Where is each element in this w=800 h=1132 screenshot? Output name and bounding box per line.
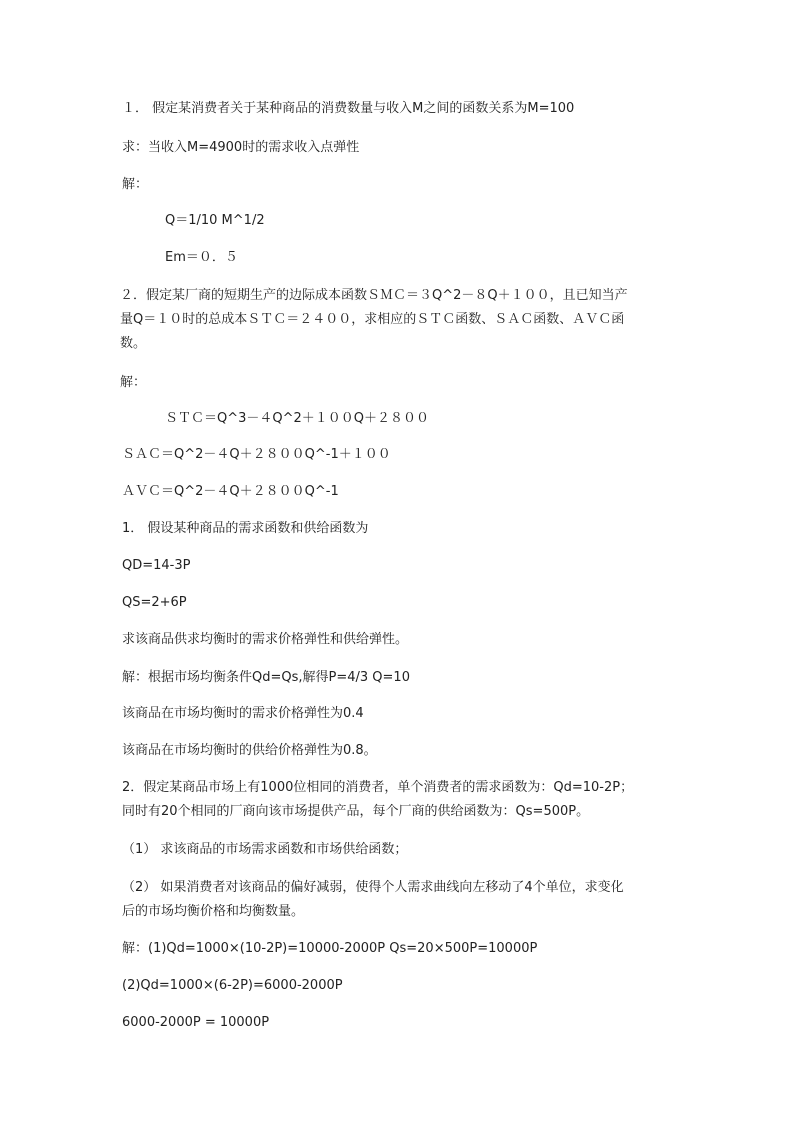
problem-1-statement: １． 假定某消费者关于某种商品的消费数量与收入M之间的函数关系为M=100 [122, 101, 575, 116]
solution-line: (2)Qd=1000×(6-2P)=6000-2000P [122, 978, 343, 993]
problem-4-subquestion: （1） 求该商品的市场需求函数和市场供给函数； [122, 842, 408, 857]
problem-4-subquestion: （2） 如果消费者对该商品的偏好减弱，使得个人需求曲线向左移动了4个单位，求变化 [122, 880, 624, 895]
formula-line: Q＝1/10 M^1/2 [165, 213, 265, 228]
problem-4-statement: 2．假定某商品市场上有1000位相同的消费者，单个消费者的需求函数为：Qd=10-2P； [122, 780, 634, 795]
formula-line: QD=14-3P [122, 558, 191, 573]
solution-line: 该商品在市场均衡时的供给价格弹性为0.8。 [122, 743, 377, 758]
solution-line: 解：(1)Qd=1000×(10-2P)=10000-2000P Qs=20×500P=10000P [122, 941, 538, 956]
solution-line: 解：根据市场均衡条件Qd=Qs,解得P=4/3 Q=10 [122, 670, 410, 685]
solution-line: 6000-2000P = 10000P [122, 1015, 270, 1030]
solution-label: 解： [120, 375, 147, 390]
formula-line: ＡＶＣ＝Q^2－４Q＋２８００Q^-1 [122, 484, 339, 499]
formula-line: ＳＴＣ＝Q^3－４Q^2＋１００Q＋２８００ [165, 411, 430, 426]
problem-4-subquestion-cont: 后的市场均衡价格和均衡数量。 [122, 904, 305, 919]
problem-4-statement-cont: 同时有20个相同的厂商向该市场提供产品，每个厂商的供给函数为：Qs=500P。 [122, 804, 590, 819]
formula-line: ＳＡＣ＝Q^2－４Q＋２８００Q^-1＋１００ [122, 447, 391, 462]
problem-2-statement: ２．假定某厂商的短期生产的边际成本函数ＳＭＣ＝３Q^2－８Q＋１００，且已知当产 [120, 288, 628, 303]
problem-3-statement: 1． 假设某种商品的需求函数和供给函数为 [122, 521, 369, 536]
problem-2-statement-cont: 量Q＝１０时的总成本ＳＴＣ＝２４００，求相应的ＳＴＣ函数、ＳＡＣ函数、ＡＶＣ函 [120, 312, 625, 327]
problem-3-question: 求该商品供求均衡时的需求价格弹性和供给弹性。 [122, 632, 409, 647]
formula-line: Em＝０．５ [165, 250, 238, 265]
solution-label: 解： [122, 177, 149, 192]
formula-line: QS=2+6P [122, 595, 187, 610]
problem-2-statement-cont: 数。 [120, 336, 147, 351]
solution-line: 该商品在市场均衡时的需求价格弹性为0.4 [122, 706, 364, 721]
problem-1-question: 求：当收入M=4900时的需求收入点弹性 [122, 140, 360, 155]
